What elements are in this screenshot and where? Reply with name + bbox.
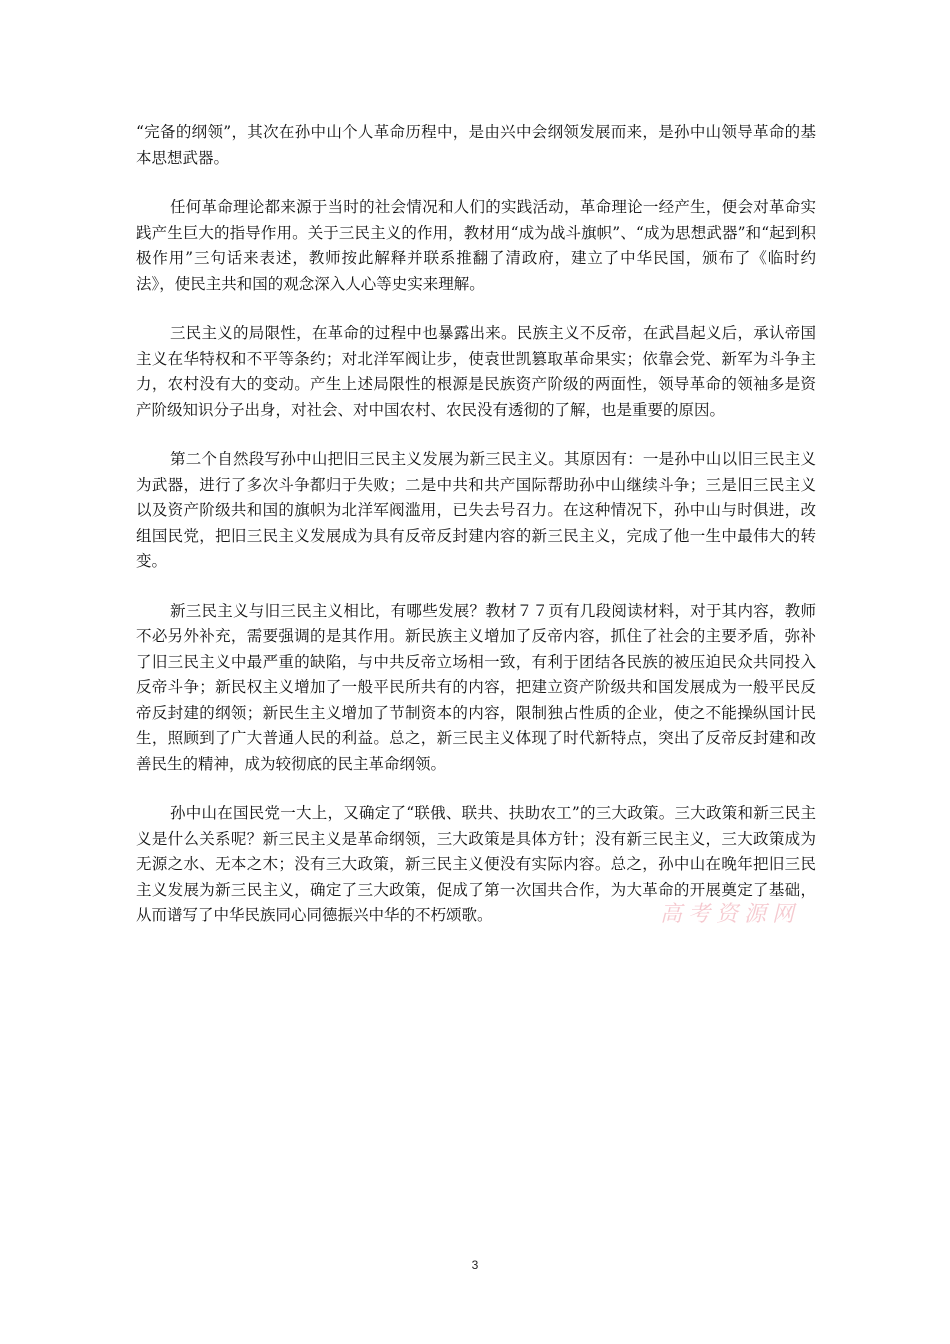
paragraph-3: 三民主义的局限性，在革命的过程中也暴露出来。民族主义不反帝，在武昌起义后，承认帝国主义在华特权和不平等条约；对北洋军阀让步，使袁世凯篡取革命果实；依靠会党、新军为斗争主力，农村没有大的变动。产生上述局限性的根源是民族资产阶级的两面性，领导革命的领袖多是资产阶级知识分子出身，对社会、对中国农村、农民没有透彻的了解，也是重要的原因。 bbox=[136, 324, 816, 419]
paragraph-2: 任何革命理论都来源于当时的社会情况和人们的实践活动，革命理论一经产生，便会对革命实践产生巨大的指导作用。关于三民主义的作用，教材用“成为战斗旗帜”、“成为思想武器”和“起到积极作用”三句话来表述，教师按此解释并联系推翻了清政府，建立了中华民国，颁布了《临时约法》，使民主共和国的观念深入人心等史实来理解。 bbox=[136, 198, 816, 293]
paragraph-5: 新三民主义与旧三民主义相比，有哪些发展？教材７７页有几段阅读材料，对于其内容，教师不必另外补充，需要强调的是其作用。新民族主义增加了反帝内容，抓住了社会的主要矛盾，弥补了旧三民主义中最严重的缺陷，与中共反帝立场相一致，有利于团结各民族的被压迫民众共同投入反帝斗争；新民权主义增加了一般平民所共有的内容，把建立资产阶级共和国发展成为一般平民反帝反封建的纲领；新民生主义增加了节制资本的内容，限制独占性质的企业，使之不能操纵国计民生，照顾到了广大普通人民的利益。总之，新三民主义体现了时代新特点，突出了反帝反封建和改善民生的精神，成为较彻底的民主革命纲领。 bbox=[136, 601, 816, 773]
page-number: 3 bbox=[471, 1258, 479, 1272]
paragraph-6: 孙中山在国民党一大上，又确定了“联俄、联共、扶助农工”的三大政策。三大政策和新三民主义是什么关系呢？新三民主义是革命纲领，三大政策是具体方针；没有新三民主义，三大政策成为无源之水、无本之木；没有三大政策，新三民主义便没有实际内容。总之，孙中山在晚年把旧三民主义发展为新三民主义，确定了三大政策，促成了第一次国共合作，为大革命的开展奠定了基础，从而谱写了中华民族同心同德振兴中华的不朽颂歌。 bbox=[136, 804, 816, 924]
watermark: 高考资源网 bbox=[660, 902, 801, 927]
document-body bbox=[136, 120, 816, 953]
paragraph-1: “完备的纲领”，其次在孙中山个人革命历程中，是由兴中会纲领发展而来，是孙中山领导革命的基本思想武器。 bbox=[136, 123, 816, 167]
paragraph-4: 第二个自然段写孙中山把旧三民主义发展为新三民主义。其原因有：一是孙中山以旧三民主义为武器，进行了多次斗争都归于失败；二是中共和共产国际帮助孙中山继续斗争；三是旧三民主义以及资产阶级共和国的旗帜为北洋军阀滥用，已失去号召力。在这种情况下，孙中山与时俱进，改组国民党，把旧三民主义发展成为具有反帝反封建内容的新三民主义，完成了他一生中最伟大的转变。 bbox=[136, 450, 816, 570]
